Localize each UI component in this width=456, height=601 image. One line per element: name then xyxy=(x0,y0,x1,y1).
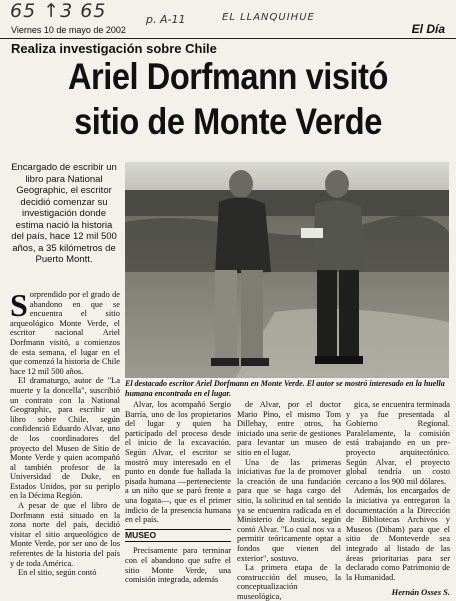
kicker: Realiza investigación sobre Chile xyxy=(11,41,217,56)
publication-date: Viernes 10 de mayo de 2002 xyxy=(11,25,126,35)
photo-caption: El destacado escritor Ariel Dorfmann en Monte Verde. El autor se mostró interesado en la huella humana encontrada en el lugar. xyxy=(125,379,445,398)
paragraph: Precisamente para terminar con el abandono que sufre el sitio Monte Verde, una comisión integrada, además xyxy=(125,546,231,585)
article-column-4 xyxy=(346,400,450,582)
drop-cap: S xyxy=(10,287,28,323)
paragraph: Además, los encargados de la iniciativa ya entregaron la documentación a la Dirección de Bibliotecas Archivos y Museos (Dibam) para que el sitio de Monteverde sea integrado al listado de las áreas prioritarias para ser declarado como Patrimonio de la Humanidad. xyxy=(346,486,450,582)
headline-line-1: Ariel Dorfmann visitó xyxy=(67,56,389,97)
handwritten-archive-code: 65 ↑3 65 xyxy=(10,0,107,22)
paragraph: Alvar, los acompañó Sergio Barría, uno de los propietarios del lugar y quien ha participado del proceso desde el inicio de la excavación. Según Alvar, el escritor se mostró muy interesado en el punto en donde fue hallada la pisada humana —perteneciente a un niño que se paró frente a una fogata—, que es el primer indicio de la presencia humana en el país. xyxy=(125,400,231,525)
article-photo xyxy=(125,162,449,378)
paragraph-text: orprendido por el grado de abandono en que se encuentra el sitio arqueológico Monte Verde, el escritor nacional Ariel Dorfmann visitó, a comienzos de esta semana, el lugar en el que comenzó la historia de Chile hace 12 mil 500 años. xyxy=(10,290,121,376)
photo-illustration xyxy=(125,162,449,378)
paragraph: Una de las primeras iniciativas fue la de promover la creación de una fundación para que se haga cargo del sitio, la solicitud en tal sentido ya se encuentra radicada en el Ministerio de Justicia, según contó Alvar. "Lo cual nos va a permitir teóricamente optar a fondos que vienen del exterior", sostuvo. xyxy=(237,457,341,563)
article-column-3 xyxy=(237,400,341,601)
deck-summary: Encargado de escribir un libro para National Geographic, el escritor decidió comenzar su investigación donde estima nació la historia del país, hace 12 mil 500 años, a 35 kilómetros de Puerto Montt. xyxy=(11,162,117,265)
headline-line-2: sitio de Monte Verde xyxy=(74,101,382,142)
paragraph: En el sitio, según contó xyxy=(18,568,97,578)
paragraph: El dramaturgo, autor de "La muerte y la doncella", suscribió un contrato con la National Geographic, para escribir un libro sobre Chile, según confidenció Eduardo Alvar, uno de los coordinadores del proyecto del Museo de Sitio de Monte Verde y quien acompañó al también profesor de la Universidad de Duke, en Estados Unidos, por su periplo en la Décima Región. xyxy=(10,376,120,501)
paragraph: A pesar de que el libro de Dorfmann está situado en la zona norte del país, decidió visitar el sitio arqueológico de Monte Verde, por ser uno de los referentes de la historia del país y de toda América. xyxy=(10,501,120,568)
section-heading-museo: MUSEO xyxy=(125,529,231,543)
paragraph: La primera etapa de la construcción del museo, la conceptualización museológica, xyxy=(237,563,341,601)
newspaper-name: El Día xyxy=(411,22,445,36)
article-column-1 xyxy=(10,287,121,578)
handwritten-page-note: p. A-11 xyxy=(146,13,186,26)
paragraph xyxy=(10,287,121,376)
paragraph: de Alvar, por el doctor Mario Pino, el mismo Tom Dillehay, entre otros, ha iniciado una serie de gestiones para levantar un museo de sitio en el lugar. xyxy=(237,400,341,457)
article-column-2 xyxy=(125,400,231,585)
author-byline: Hernán Osses S. xyxy=(391,587,450,597)
paragraph: gica, se encuentra terminada y ya fue presentada al Gobierno Regional. Paralelamente, la comisión está trabajando en un pre-proyecto arquitectónico. Según Alvar, el proyecto global tendría un costo cercano a los 900 mil dólares. xyxy=(346,400,450,486)
handwritten-paper-name: EL LLANQUIHUE xyxy=(222,12,315,23)
dateline-bar xyxy=(0,22,456,39)
